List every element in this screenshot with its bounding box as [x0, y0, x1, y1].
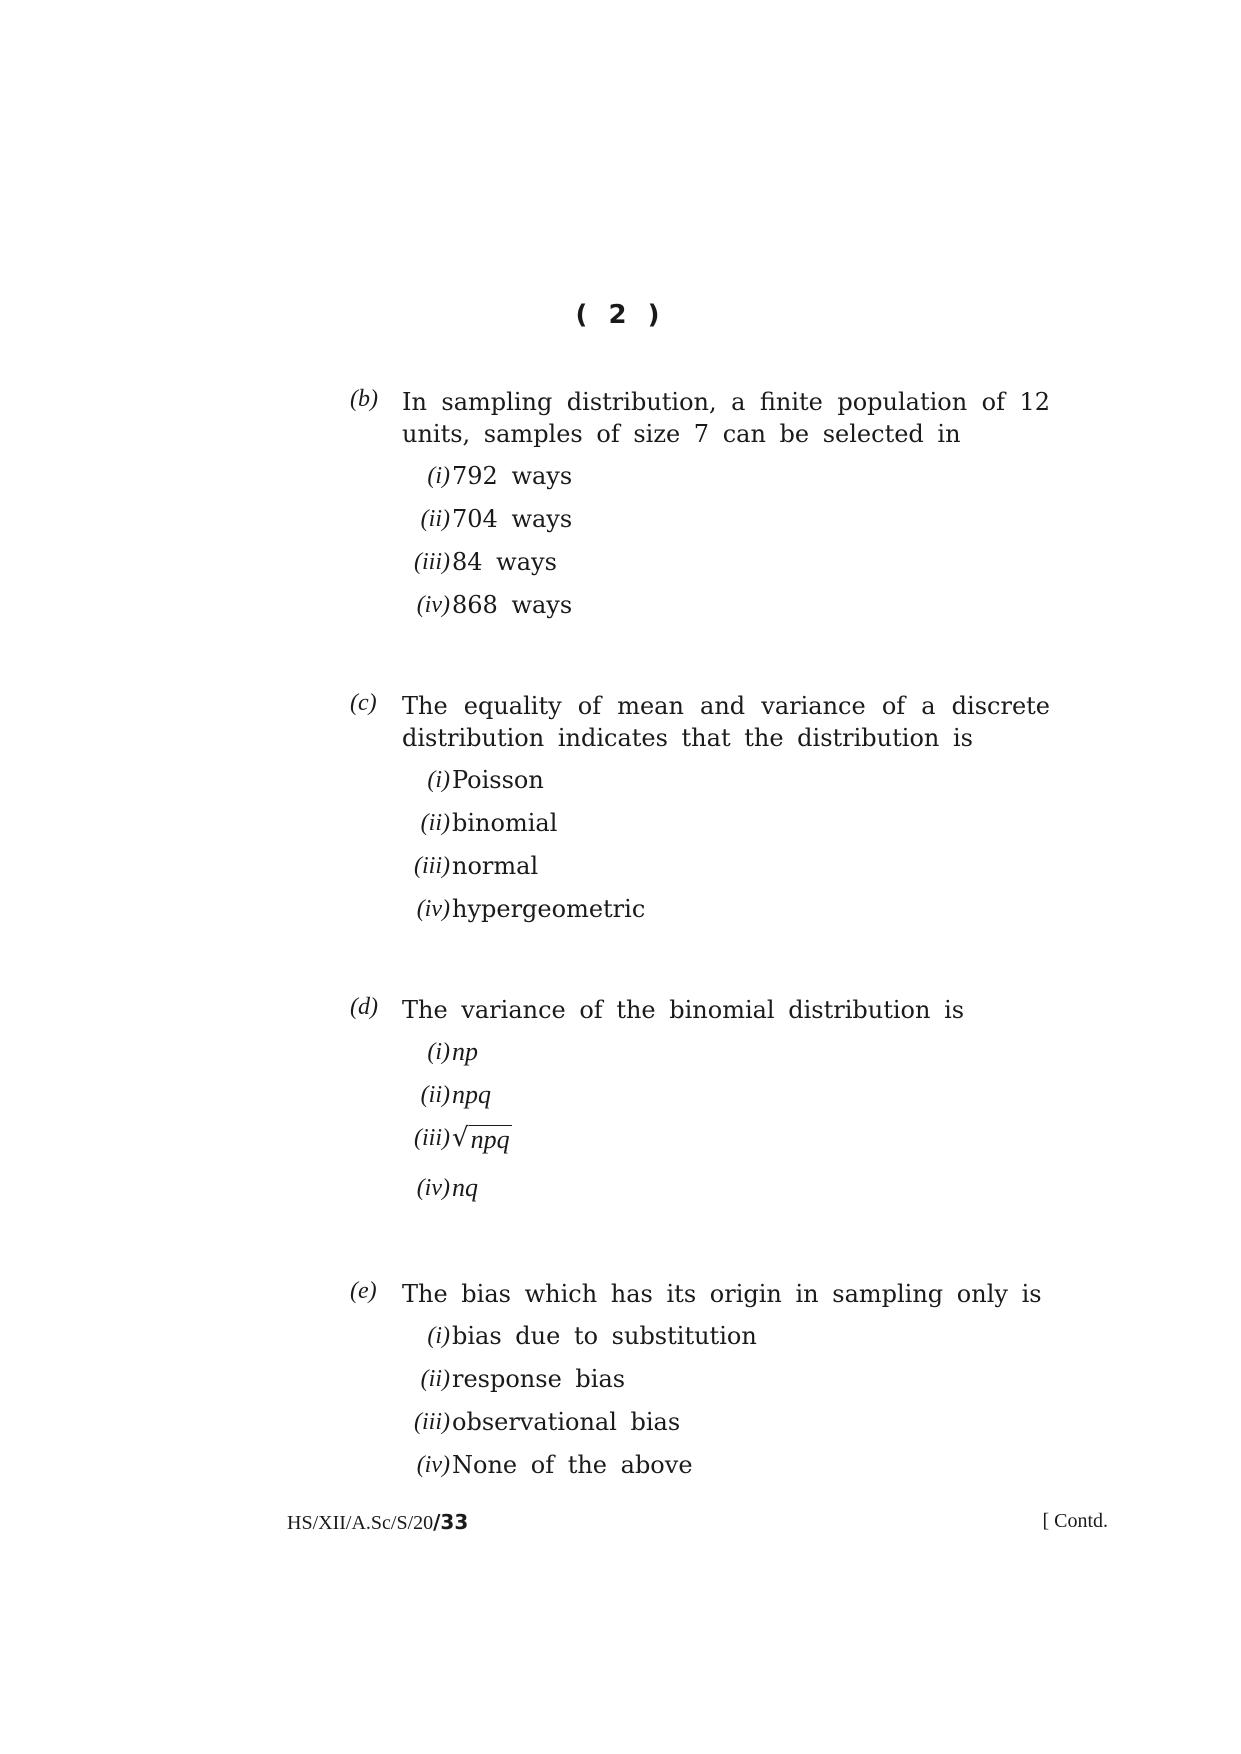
- paper-code: [287, 1510, 468, 1535]
- option-item: [350, 589, 1050, 632]
- question-text: In sampling distribution, a finite population of 12 units, samples of size 7 can be selected in: [402, 388, 1050, 448]
- question-b: [350, 386, 1050, 632]
- option-item: [350, 1363, 1050, 1406]
- option-item: [350, 1172, 1050, 1215]
- option-text: normal: [452, 852, 539, 880]
- option-text: npq: [452, 1080, 491, 1109]
- option-label: (ii): [420, 1082, 450, 1108]
- question-label: (d): [350, 994, 378, 1020]
- option-item: [350, 1449, 1050, 1492]
- option-text: 704 ways: [452, 505, 573, 533]
- paper-code-suffix: /33: [433, 1510, 469, 1534]
- option-text: None of the above: [452, 1451, 693, 1479]
- option-label: (i): [427, 1039, 450, 1065]
- page-number: ( 2 ): [575, 300, 666, 330]
- question-text: The variance of the binomial distribution is: [402, 996, 965, 1024]
- contd-label: [ Contd.: [1042, 1510, 1108, 1532]
- question-label: (b): [350, 386, 378, 412]
- option-label: (iv): [416, 592, 450, 618]
- option-item: [350, 807, 1050, 850]
- option-label: (iii): [414, 853, 450, 879]
- option-item: [350, 1036, 1050, 1079]
- option-label: (iv): [416, 1175, 450, 1201]
- question-text: The equality of mean and variance of a discrete distribution indicates that the distribution is: [402, 692, 1050, 752]
- option-label: (iv): [416, 1452, 450, 1478]
- options-list: [350, 460, 1050, 632]
- paper-code-main: HS/XII/A.Sc/S/20: [287, 1512, 434, 1534]
- sqrt-expression: [452, 1122, 512, 1154]
- option-label: (i): [427, 463, 450, 489]
- question-d: [350, 994, 1050, 1215]
- option-label: (ii): [420, 810, 450, 836]
- option-item: [350, 850, 1050, 893]
- option-text: nq: [452, 1173, 478, 1202]
- option-label: (iii): [414, 1125, 450, 1151]
- option-label: (iv): [416, 896, 450, 922]
- question-label: (e): [350, 1278, 377, 1304]
- option-text: 792 ways: [452, 462, 573, 490]
- option-text: 868 ways: [452, 591, 573, 619]
- option-label: (iii): [414, 1409, 450, 1435]
- option-item: [350, 764, 1050, 807]
- option-label: (i): [427, 1323, 450, 1349]
- question-label: (c): [350, 690, 377, 716]
- option-label: (ii): [420, 1366, 450, 1392]
- option-item: [350, 503, 1050, 546]
- option-text: np: [452, 1037, 478, 1066]
- option-text: npq: [470, 1125, 510, 1154]
- option-label: (iii): [414, 549, 450, 575]
- option-item: [350, 1320, 1050, 1363]
- option-text: 84 ways: [452, 548, 557, 576]
- option-item: [350, 546, 1050, 589]
- option-label: (i): [427, 767, 450, 793]
- option-text: binomial: [452, 809, 558, 837]
- option-item: [350, 1406, 1050, 1449]
- option-item: [350, 1079, 1050, 1122]
- option-text: response bias: [452, 1365, 626, 1393]
- question-e: [350, 1278, 1050, 1492]
- options-list: [350, 764, 1050, 936]
- options-list: [350, 1036, 1050, 1215]
- question-c: [350, 690, 1050, 936]
- question-text: The bias which has its origin in sampling only is: [402, 1280, 1042, 1308]
- sqrt-icon: √: [452, 1123, 469, 1153]
- option-item: [350, 893, 1050, 936]
- option-label: (ii): [420, 506, 450, 532]
- option-text: bias due to substitution: [452, 1322, 757, 1350]
- option-item: [350, 1122, 1050, 1172]
- option-text: observational bias: [452, 1408, 681, 1436]
- option-text: hypergeometric: [452, 895, 646, 923]
- options-list: [350, 1320, 1050, 1492]
- option-text: Poisson: [452, 766, 544, 794]
- option-item: [350, 460, 1050, 503]
